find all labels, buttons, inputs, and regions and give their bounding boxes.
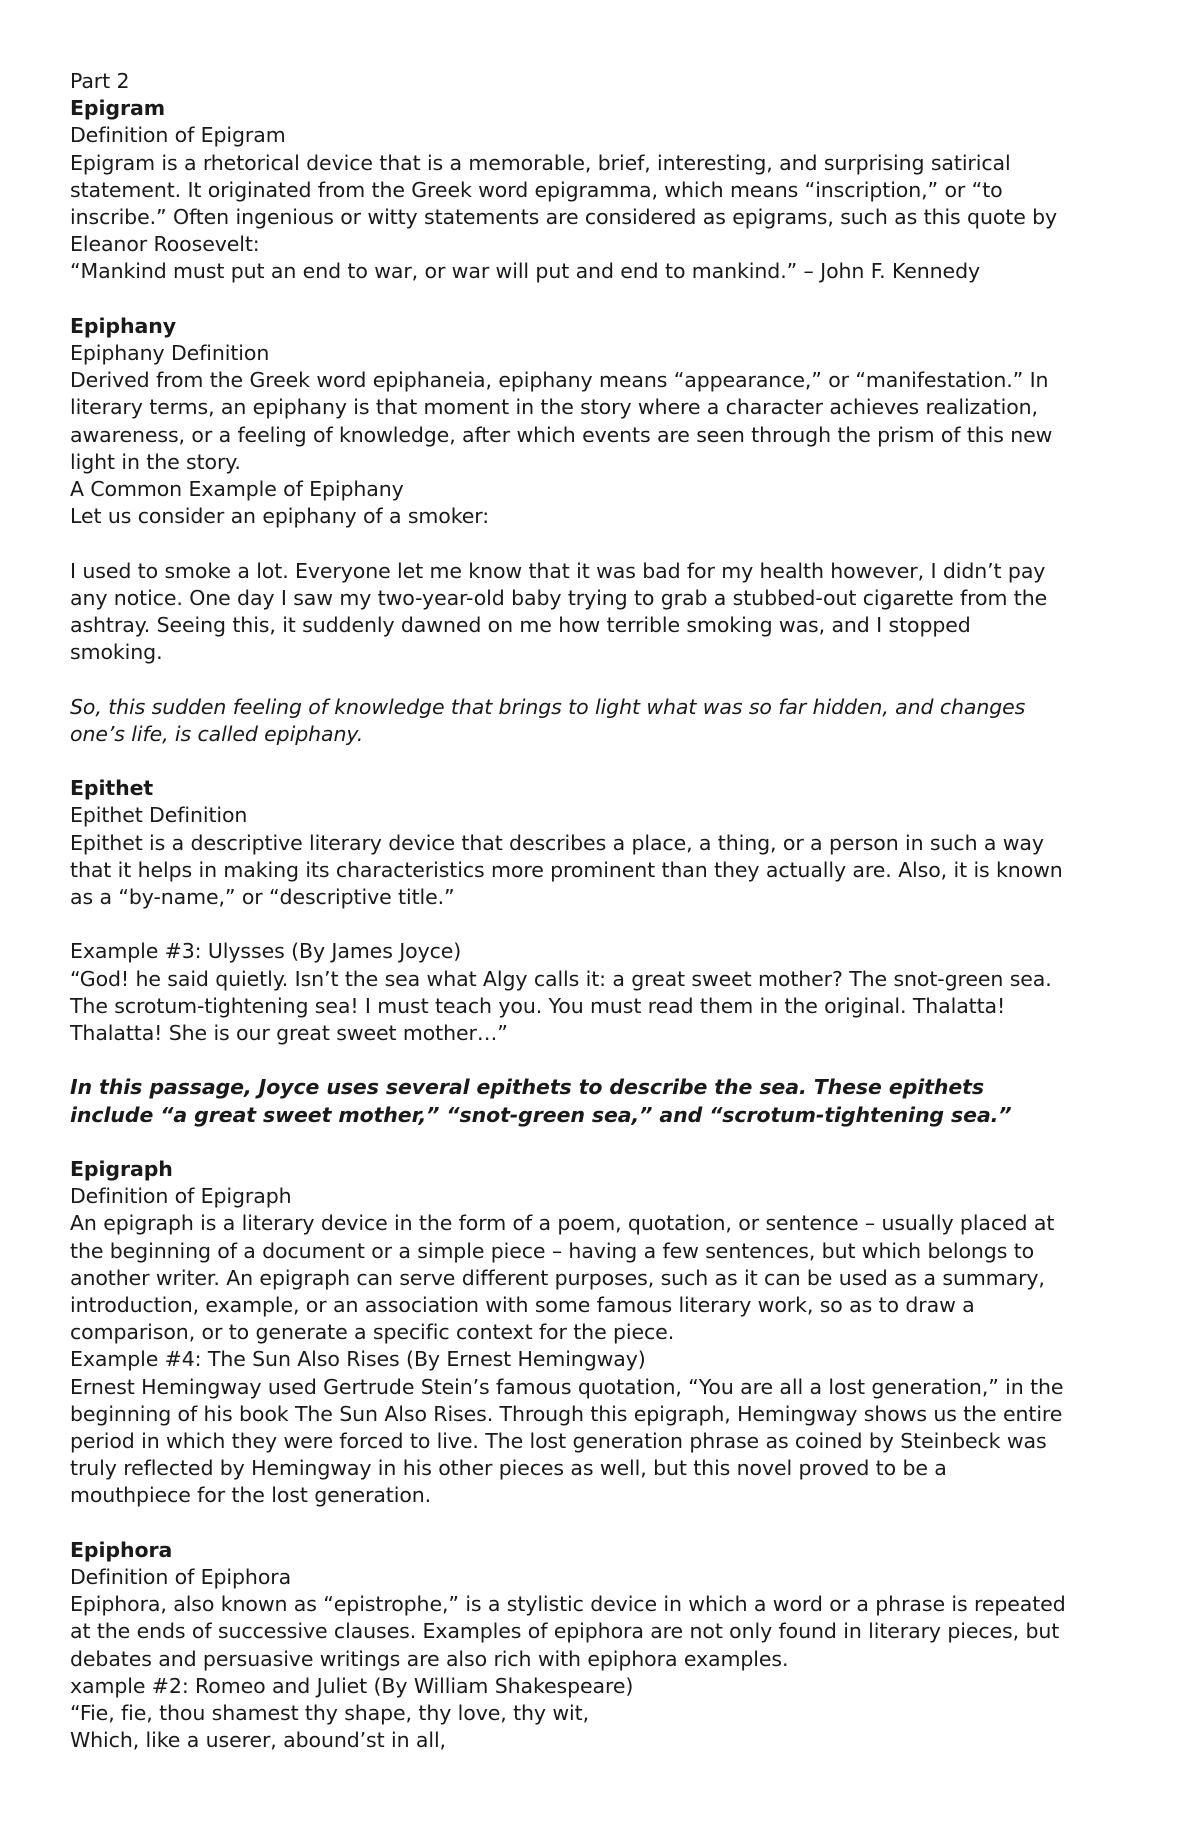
paragraph-line: Eleanor Roosevelt: [70,232,260,257]
example-line: period in which they were forced to live. The lost generation phrase as coined by Steinbeck was [70,1429,1047,1454]
example-line: truly reflected by Hemingway in his other pieces as well, but this novel proved to be a [70,1456,947,1481]
example-line: I used to smoke a lot. Everyone let me know that it was bad for my health however, I didn’t pay [70,558,1046,583]
conclusion-line: one’s life, is called epiphany. [70,721,364,746]
example-line: “Fie, fie, thou shamest thy shape, thy love, thy wit, [70,1701,589,1726]
paragraph-line: light in the story. [70,449,241,474]
example-intro: Let us consider an epiphany of a smoker: [70,504,490,529]
blank-line [70,666,1140,693]
paragraph-line: literary terms, an epiphany is that moment in the story where a character achieves realization, [70,395,1038,420]
document-page [70,68,1140,1754]
paragraph-line: statement. It originated from the Greek word epigramma, which means “inscription,” or “to [70,177,1003,202]
blank-line [70,530,1140,557]
paragraph-line: Epiphora, also known as “epistrophe,” is a stylistic device in which a word or a phrase is repeated [70,1592,1066,1617]
section-heading-epigram: Epigram [70,96,165,121]
blank-line [70,748,1140,775]
part-label: Part 2 [70,69,130,93]
example-title: Example #4: The Sun Also Rises (By Ernest Hemingway) [70,1347,646,1372]
example-line: beginning of his book The Sun Also Rises. Through this epigraph, Hemingway shows us the entire [70,1401,1063,1426]
example-line: ashtray. Seeing this, it suddenly dawned on me how terrible smoking was, and I stopped [70,613,971,638]
section-heading-epiphany: Epiphany [70,313,176,338]
example-line: mouthpiece for the lost generation. [70,1483,432,1508]
subheading-epiphany: Epiphany Definition [70,341,270,366]
example-line: smoking. [70,640,163,665]
section-heading-epithet: Epithet [70,776,154,801]
paragraph-line: Epithet is a descriptive literary device that describes a place, a thing, or a person in such a way [70,830,1044,855]
paragraph-line: awareness, or a feeling of knowledge, after which events are seen through the prism of this new [70,422,1053,447]
example-title: Example #3: Ulysses (By James Joyce) [70,939,462,964]
paragraph-line: introduction, example, or an association with some famous literary work, so as to draw a [70,1293,975,1318]
conclusion-line: In this passage, Joyce uses several epithets to describe the sea. These epithets [70,1075,984,1100]
paragraph-line: at the ends of successive clauses. Examples of epiphora are not only found in literary pieces, but [70,1619,1060,1644]
quote-line: “Mankind must put an end to war, or war will put and end to mankind.” – John F. Kennedy [70,259,981,284]
example-line: Thalatta! She is our great sweet mother…” [70,1021,508,1046]
example-line: The scrotum-tightening sea! I must teach you. You must read them in the original. Thalatta! [70,993,1006,1018]
paragraph-line: another writer. An epigraph can serve different purposes, such as it can be used as a summary, [70,1265,1045,1290]
example-line: “God! he said quietly. Isn’t the sea what Algy calls it: a great sweet mother? The snot-green sea. [70,966,1052,991]
example-line: Which, like a userer, abound’st in all, [70,1728,446,1753]
example-title: A Common Example of Epiphany [70,477,404,502]
paragraph-line: the beginning of a document or a simple piece – having a few sentences, but which belongs to [70,1238,1035,1263]
paragraph-line: debates and persuasive writings are also rich with epiphora examples. [70,1646,789,1671]
subheading-epiphora: Definition of Epiphora [70,1565,292,1590]
blank-line [70,911,1140,938]
paragraph-line: that it helps in making its characteristics more prominent than they actually are. Also, it is known [70,857,1063,882]
conclusion-line: So, this sudden feeling of knowledge that brings to light what was so far hidden, and changes [70,694,1026,719]
section-heading-epiphora: Epiphora [70,1537,173,1562]
paragraph-line: Derived from the Greek word epiphaneia, epiphany means “appearance,” or “manifestation.” In [70,368,1049,393]
section-heading-epigraph: Epigraph [70,1157,173,1182]
paragraph-line: inscribe.” Often ingenious or witty statements are considered as epigrams, such as this quote by [70,205,1058,230]
conclusion-line: include “a great sweet mother,” “snot-green sea,” and “scrotum-tightening sea.” [70,1102,1012,1127]
paragraph-line: as a “by-name,” or “descriptive title.” [70,885,455,910]
subheading-epithet: Epithet Definition [70,803,248,828]
blank-line [70,1047,1140,1074]
blank-line [70,286,1140,313]
paragraph-line: Epigram is a rhetorical device that is a memorable, brief, interesting, and surprising satirical [70,150,1011,175]
example-line: Ernest Hemingway used Gertrude Stein’s famous quotation, “You are all a lost generation,” in the [70,1374,1064,1399]
blank-line [70,1129,1140,1156]
blank-line [70,1510,1140,1537]
paragraph-line: comparison, or to generate a specific context for the piece. [70,1320,675,1345]
subheading-epigraph: Definition of Epigraph [70,1184,292,1209]
subheading-epigram: Definition of Epigram [70,123,286,148]
example-line: any notice. One day I saw my two-year-old baby trying to grab a stubbed-out cigarette from the [70,585,1048,610]
example-title: xample #2: Romeo and Juliet (By William Shakespeare) [70,1673,634,1698]
paragraph-line: An epigraph is a literary device in the form of a poem, quotation, or sentence – usually placed at [70,1211,1055,1236]
